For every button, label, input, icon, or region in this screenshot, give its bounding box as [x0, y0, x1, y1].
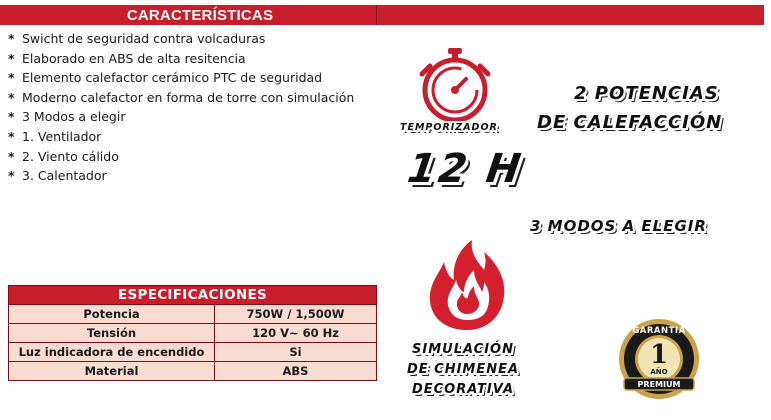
chimney-line1: SIMULACIÓN: [412, 342, 514, 357]
feature-item: * 3. Calentador: [8, 168, 107, 184]
feature-item: * Moderno calefactor en forma de torre con simulación: [8, 89, 355, 105]
warranty-badge: [618, 318, 700, 400]
features-list: [8, 29, 354, 186]
specifications-title: ESPECIFICACIONES: [9, 286, 377, 305]
feature-item: * Swicht de seguridad contra volcaduras: [8, 31, 266, 46]
feature-item: * Elaborado en ABS de alta resitencia: [8, 50, 246, 66]
power-levels-line2: DE CALEFACCIÓN: [537, 112, 723, 133]
warranty-year: AÑO: [650, 368, 668, 376]
table-row: [9, 324, 377, 343]
feature-item: * 1. Ventilador: [8, 128, 102, 144]
spec-label: Luz indicadora de encendido: [9, 343, 215, 362]
feature-item: * 3 Modos a elegir: [8, 109, 126, 125]
table-row: [9, 362, 377, 381]
characteristics-header: [0, 5, 764, 25]
chimney-line3: DECORATIVA: [411, 382, 515, 397]
spec-header-row: [9, 286, 377, 305]
warranty-number: 1: [649, 340, 669, 370]
spec-value: Si: [215, 343, 377, 362]
spec-value: 750W / 1,500W: [215, 305, 377, 324]
spec-value: ABS: [215, 362, 377, 381]
stopwatch-icon: [414, 46, 496, 124]
characteristics-title: CARACTERÍSTICAS: [126, 6, 274, 24]
spec-label: Material: [9, 362, 215, 381]
feature-item: * Elemento calefactor cerámico PTC de seguridad: [8, 70, 323, 86]
table-row: [9, 343, 377, 362]
warranty-top-label: GARANTIA: [632, 326, 686, 336]
chimney-line2: DE CHIMENEA: [406, 362, 520, 377]
spec-label: Potencia: [9, 305, 215, 324]
feature-item: * 2. Viento cálido: [8, 148, 119, 164]
power-levels-line1: 2 POTENCIAS: [574, 83, 719, 104]
warranty-bottom-label: PREMIUM: [637, 380, 681, 389]
specifications-table: [8, 285, 377, 381]
hours-badge: 12 H: [404, 146, 527, 192]
spec-label: Tensión: [9, 324, 215, 343]
header-divider: [376, 5, 377, 25]
timer-label: TEMPORIZADOR: [400, 122, 498, 133]
table-row: [9, 305, 377, 324]
flame-icon: [424, 236, 510, 332]
modes-badge: 3 MODOS A ELEGIR: [530, 217, 707, 235]
spec-value: 120 V~ 60 Hz: [215, 324, 377, 343]
